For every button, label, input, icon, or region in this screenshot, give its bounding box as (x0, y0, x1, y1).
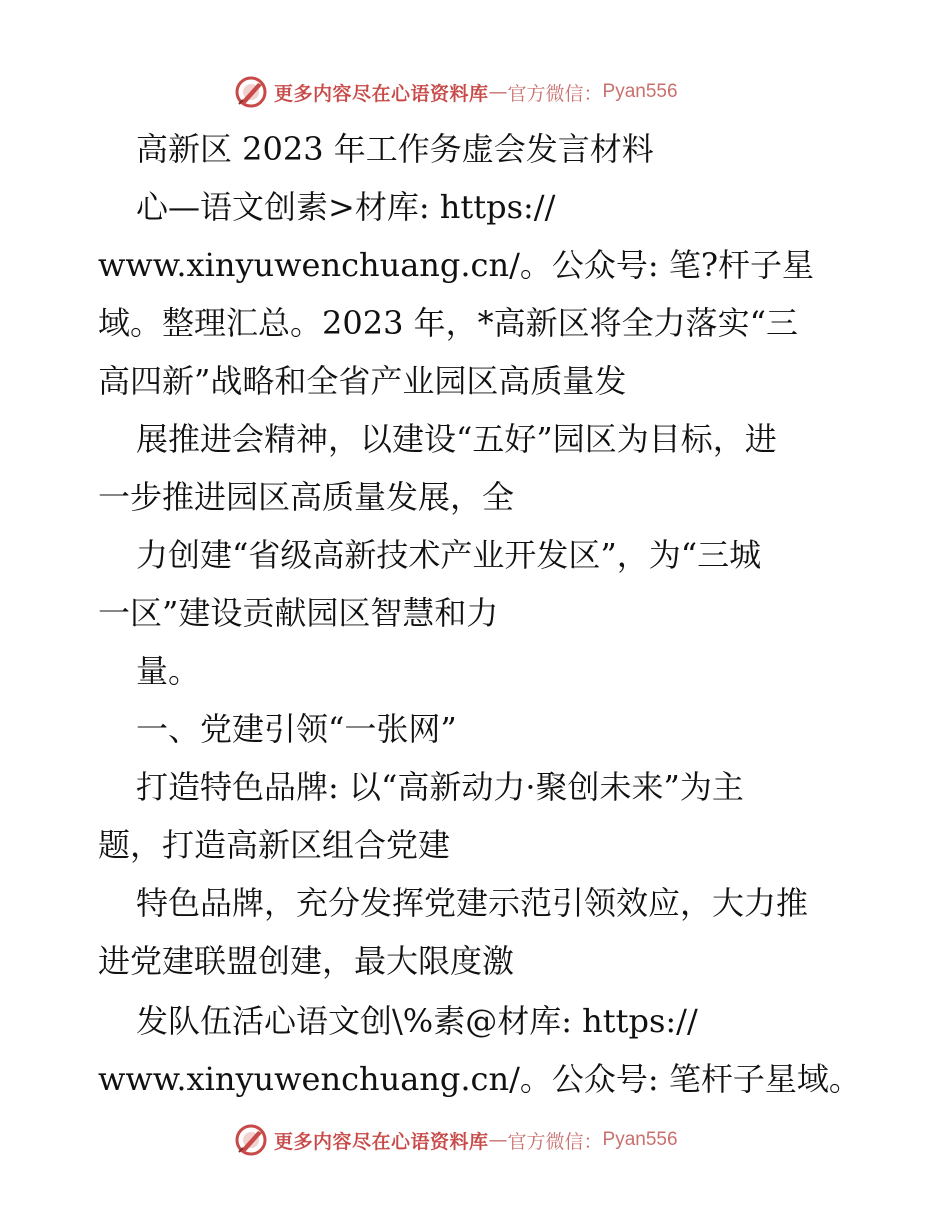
watermark-side-text: 官方微信： (507, 82, 603, 105)
paragraph-line: 力创建“省级高新技术产业开发区”，为“三城 (136, 536, 762, 574)
paragraph-line: 一步推进园区高质量发展，全 (98, 478, 515, 516)
paragraph-line: 打造特色品牌: 以“高新动力·聚创未来”为主 (136, 768, 744, 806)
paragraph-line: www.xinyuwenchuang.cn/。公众号: 笔?杆子星 (98, 246, 814, 284)
watermark-main-text: 更多内容尽在心语资料库 (274, 82, 489, 105)
paragraph-line: 心—语文创素>材库: https:// (136, 188, 556, 226)
paragraph-line: www.xinyuwenchuang.cn/。公众号: 笔杆子星域。 (98, 1060, 861, 1098)
footer-watermark (234, 1120, 678, 1160)
document-title: 高新区 2023 年工作务虚会发言材料 (136, 130, 654, 168)
paragraph-line: 域。整理汇总。2023 年，*高新区将全力落实“三 (98, 304, 798, 342)
watermark-dash: — (488, 1129, 508, 1151)
watermark-side-text: 官方微信： (507, 1130, 603, 1153)
quill-logo-icon (234, 1123, 268, 1157)
paragraph-line: 特色品牌，充分发挥党建示范引领效应，大力推 (136, 884, 809, 922)
paragraph-line: 一区”建设贡献园区智慧和力 (98, 594, 499, 632)
paragraph-line: 高四新”战略和全省产业园区高质量发 (98, 362, 627, 400)
paragraph-line: 展推进会精神，以建设“五好”园区为目标，进 (136, 420, 777, 458)
paragraph-line: 发队伍活心语文创\%素@材库: https:// (136, 1002, 698, 1040)
watermark-main-text: 更多内容尽在心语资料库 (274, 1130, 489, 1153)
section-heading: 一、党建引领“一张网” (136, 710, 457, 748)
paragraph-line: 题，打造高新区组合党建 (98, 826, 451, 864)
watermark-id: Pyan556 (602, 81, 678, 102)
paragraph-line: 进党建联盟创建，最大限度激 (98, 942, 515, 980)
watermark-dash: — (488, 81, 508, 103)
paragraph-line: 量。 (136, 652, 201, 690)
watermark-id: Pyan556 (602, 1129, 678, 1150)
